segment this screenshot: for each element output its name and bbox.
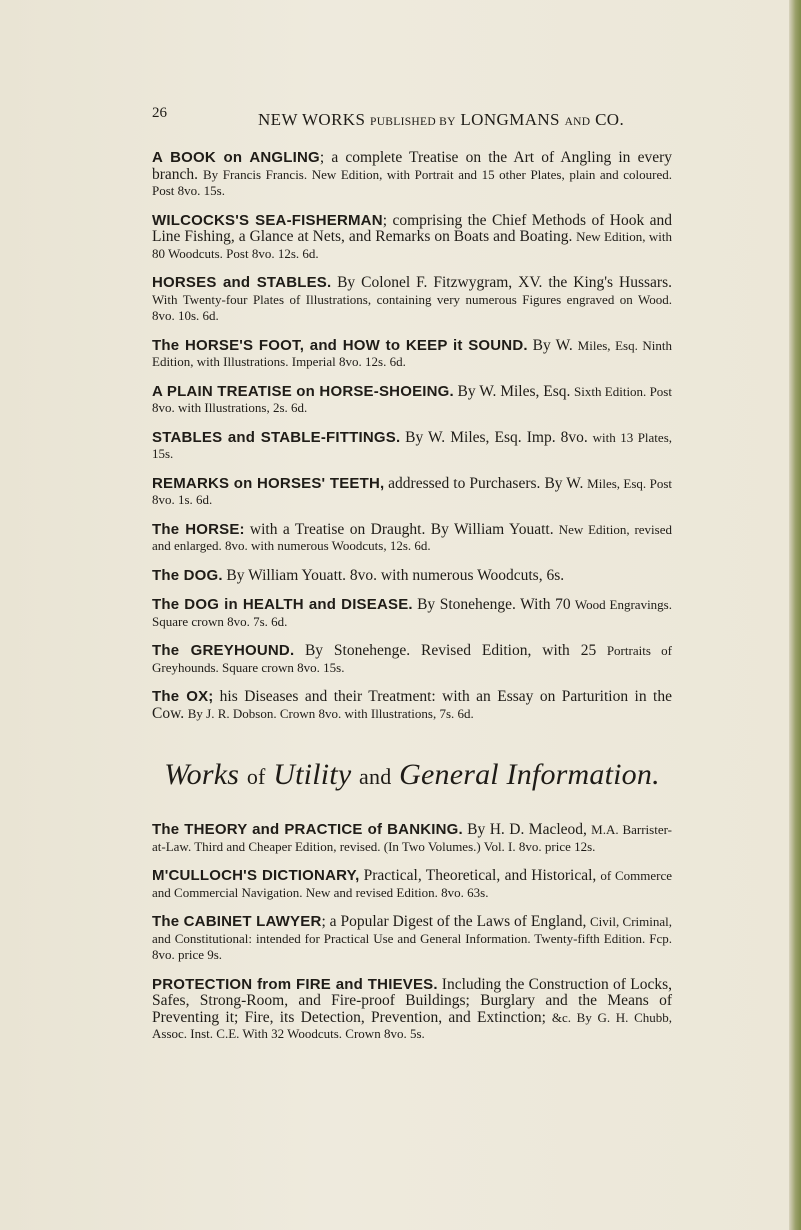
section-heading xyxy=(152,758,672,792)
entry-lead: By Stonehenge. Revised Edition, with 25 xyxy=(304,642,597,659)
entry-lead: with a Treatise on Draught. By William Youatt. xyxy=(249,520,554,538)
running-head-and: AND xyxy=(564,116,591,128)
entry-title: A PLAIN TREATISE on HORSE-SHOEING. xyxy=(152,382,454,400)
page-number: 26 xyxy=(152,105,167,121)
entry-banking xyxy=(152,822,672,855)
entry-mcculloch xyxy=(152,868,672,901)
entry-horses-foot xyxy=(152,338,672,371)
entry-lead: By H. D. Macleod, xyxy=(467,821,587,838)
entry-detail: Civil, Criminal, and Constitutional: intended for Practical Use and General Information. Twenty-fifth Edition. Fcp. 8vo. price 9s. xyxy=(152,914,672,962)
page-edge xyxy=(789,0,801,1230)
entry-title: REMARKS on HORSES' TEETH, xyxy=(152,474,385,492)
entry-title: PROTECTION from FIRE and THIEVES. xyxy=(152,975,438,993)
entry-detail: Miles, Esq. Post 8vo. 1s. 6d. xyxy=(152,475,672,507)
section-heading-and: and xyxy=(359,764,392,789)
page-header xyxy=(152,101,692,131)
entry-title: M'CULLOCH'S DICTIONARY, xyxy=(152,867,360,884)
entry-lead: By Colonel F. Fitzwygram, XV. the King's Hussars. xyxy=(337,274,672,291)
entry-lead: ; a Popular Digest of the Laws of England, xyxy=(321,913,587,930)
page-content xyxy=(152,150,672,1056)
entry-greyhound xyxy=(152,643,672,676)
entry-title: The DOG in HEALTH and DISEASE. xyxy=(152,596,413,613)
running-head xyxy=(258,110,624,130)
running-head-co: CO. xyxy=(595,110,625,129)
entry-detail: of Commerce and Commercial Navigation. New and revised Edition. 8vo. 63s. xyxy=(152,868,673,900)
entry-lead: By Stonehenge. With 70 xyxy=(417,596,571,613)
section-heading-works: Works xyxy=(164,758,240,791)
entry-detail: Sixth Edition. Post 8vo. with Illustrations, 2s. 6d. xyxy=(152,383,672,415)
entry-detail: New Edition, with 80 Woodcuts. Post 8vo. 12s. 6d. xyxy=(152,229,672,261)
entry-detail: Miles, Esq. Ninth Edition, with Illustrations. Imperial 8vo. 12s. 6d. xyxy=(152,337,673,369)
entry-lead: By W. Miles, Esq. xyxy=(457,382,571,400)
entry-title: The HORSE: xyxy=(152,520,245,538)
section-heading-utility: Utility xyxy=(273,758,352,791)
entry-lead: By W. Miles, Esq. Imp. 8vo. xyxy=(405,428,588,446)
entry-title: The GREYHOUND. xyxy=(152,642,295,659)
entry-title: WILCOCKS'S SEA-FISHERMAN xyxy=(152,211,383,229)
entry-cabinet-lawyer xyxy=(152,914,672,964)
entry-title: STABLES and STABLE-FITTINGS. xyxy=(152,428,401,446)
entry-detail: By J. R. Dobson. Crown 8vo. with Illustrations, 7s. 6d. xyxy=(187,705,474,721)
entry-lead: By William Youatt. 8vo. with numerous Woodcuts, 6s. xyxy=(226,566,565,584)
running-head-prefix: NEW WORKS xyxy=(258,110,366,129)
entry-lead: Practical, Theoretical, and Historical, xyxy=(363,867,597,884)
entry-the-horse xyxy=(152,522,672,555)
entry-title: The THEORY and PRACTICE of BANKING. xyxy=(152,821,463,838)
entry-title: A BOOK on ANGLING xyxy=(152,149,320,166)
entry-lead: Including the Construction of Locks, Safes, Strong-Room, and Fire-proof Buildings; Burglary and the Means of Preventing it; Fire, its Detection, Prevention, and Extinction; xyxy=(152,975,673,1026)
entry-horses-teeth xyxy=(152,476,672,509)
entry-title: The CABINET LAWYER xyxy=(152,913,322,930)
running-head-publisher: LONGMANS xyxy=(460,110,560,129)
entry-stable-fittings xyxy=(152,430,672,463)
entry-horses-stables xyxy=(152,275,672,325)
entry-protection xyxy=(152,977,672,1043)
entry-detail: Wood Engravings. Square crown 8vo. 7s. 6d. xyxy=(152,597,672,629)
entry-title: The OX; xyxy=(152,688,214,705)
entry-detail: M.A. Barrister-at-Law. Third and Cheaper Edition, revised. (In Two Volumes.) Vol. I. 8vo. price 12s. xyxy=(152,822,672,854)
entry-the-dog xyxy=(152,568,672,585)
entry-detail: Portraits of Greyhounds. Square crown 8vo. 15s. xyxy=(152,643,672,675)
entry-dog-health xyxy=(152,597,672,630)
entry-the-ox xyxy=(152,689,672,722)
entry-detail: New Edition, revised and enlarged. 8vo. with numerous Woodcuts, 12s. 6d. xyxy=(152,521,672,553)
section-heading-of: of xyxy=(246,764,266,789)
entry-lead: addressed to Purchasers. By W. xyxy=(388,474,584,492)
entry-title: The HORSE'S FOOT, and HOW to KEEP it SOUND. xyxy=(152,336,528,354)
entry-title: HORSES and STABLES. xyxy=(152,274,332,291)
entry-sea-fisherman xyxy=(152,213,672,263)
running-head-published: PUBLISHED BY xyxy=(370,116,456,128)
entry-detail: With Twenty-four Plates of Illustrations, containing very numerous Figures engraved on Wood. 8vo. 10s. 6d. xyxy=(152,291,672,323)
entry-detail: &c. By G. H. Chubb, Assoc. Inst. C.E. With 32 Woodcuts. Crown 8vo. 5s. xyxy=(152,1009,672,1041)
entry-detail: By Francis Francis. New Edition, with Portrait and 15 other Plates, plain and coloured. Post 8vo. 15s. xyxy=(152,166,672,198)
entry-detail: with 13 Plates, 15s. xyxy=(152,429,672,461)
entry-lead: his Diseases and their Treatment: with an Essay on Parturition in the Cow. xyxy=(152,688,672,722)
entry-lead: ; comprising the Chief Methods of Hook and Line Fishing, a Glance at Nets, and Remarks on Boats and Boating. xyxy=(152,211,672,245)
entry-lead: By W. xyxy=(532,336,573,354)
entry-title: The DOG. xyxy=(152,566,223,584)
section-heading-general: General Information. xyxy=(399,758,660,791)
entry-lead: ; a complete Treatise on the Art of Angling in every branch. xyxy=(152,149,672,183)
entry-angling xyxy=(152,150,672,200)
entry-horse-shoeing xyxy=(152,384,672,417)
